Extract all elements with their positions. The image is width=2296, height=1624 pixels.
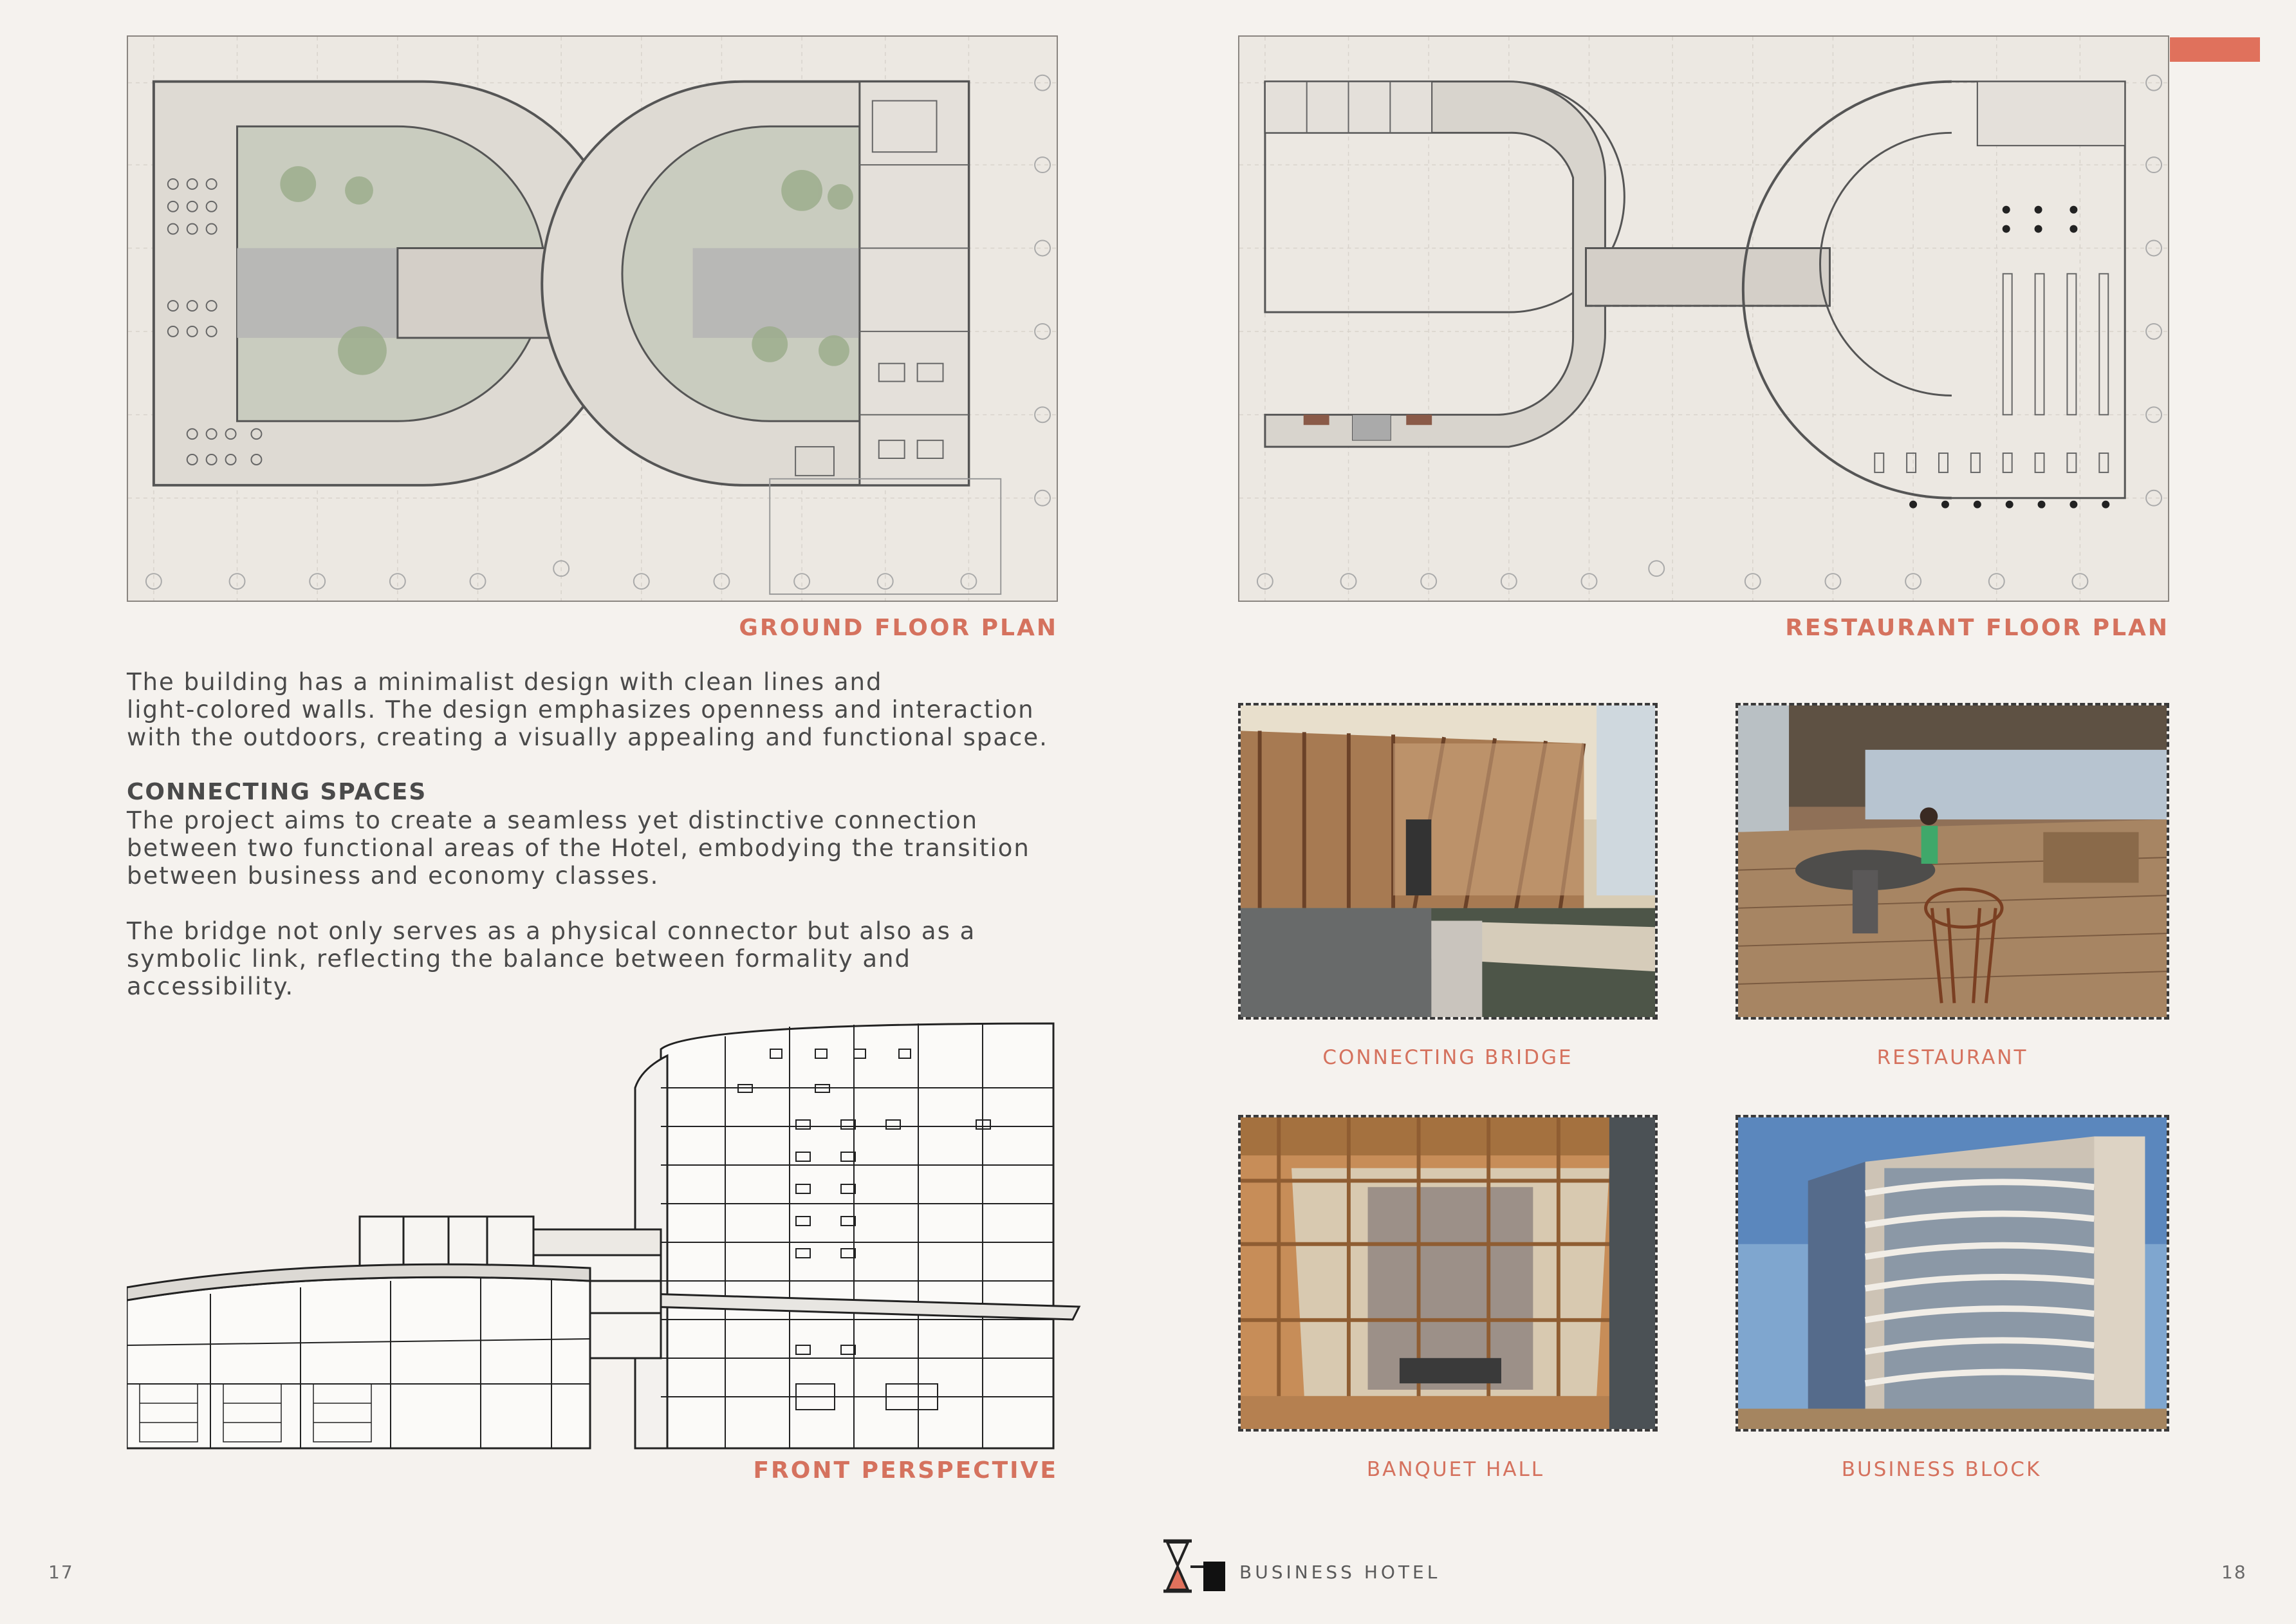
brand-name: BUSINESS HOTEL — [1239, 1562, 1441, 1583]
banquet-hall-caption: BANQUET HALL — [1366, 1458, 1545, 1481]
front-perspective-drawing — [127, 1011, 1086, 1455]
connecting-spaces-heading: CONNECTING SPACES — [127, 779, 427, 805]
connecting-bridge-caption: CONNECTING BRIDGE — [1322, 1046, 1573, 1069]
hourglass-logo-icon — [1158, 1537, 1229, 1595]
intro-line: The building has a minimalist design with clean lines and — [127, 668, 883, 696]
paragraph-line: accessibility. — [127, 973, 295, 1000]
restaurant-floor-plan-caption: RESTAURANT FLOOR PLAN — [1785, 615, 2169, 641]
business-block-render — [1736, 1115, 2169, 1432]
accent-tab — [2170, 37, 2260, 62]
paragraph-line: The project aims to create a seamless yet distinctive connection — [127, 807, 979, 834]
banquet-hall-render — [1238, 1115, 1658, 1432]
bridge-paragraph — [127, 917, 1066, 1000]
connecting-paragraph — [127, 807, 1066, 890]
paragraph-line: between business and economy classes. — [127, 862, 660, 890]
restaurant-caption: RESTAURANT — [1876, 1046, 2028, 1069]
intro-line: with the outdoors, creating a visually appealing and functional space. — [127, 723, 1048, 751]
intro-line: light-colored walls. The design emphasizes openness and interaction — [127, 696, 1035, 723]
front-perspective-caption: FRONT PERSPECTIVE — [753, 1457, 1058, 1484]
ground-floor-plan — [127, 35, 1058, 602]
left-page-number: 17 — [48, 1562, 74, 1583]
connecting-bridge-render — [1238, 703, 1658, 1020]
paragraph-line: symbolic link, reflecting the balance between formality and — [127, 945, 911, 973]
restaurant-floor-plan — [1238, 35, 2169, 602]
ground-floor-plan-caption: GROUND FLOOR PLAN — [739, 615, 1058, 641]
paragraph-line: between two functional areas of the Hotel, embodying the transition — [127, 834, 1030, 862]
restaurant-render — [1736, 703, 2169, 1020]
paragraph-line: The bridge not only serves as a physical connector but also as a — [127, 917, 976, 945]
intro-paragraph — [127, 668, 1066, 751]
business-block-caption: BUSINESS BLOCK — [1841, 1458, 2042, 1481]
right-page-number: 18 — [2221, 1562, 2247, 1583]
